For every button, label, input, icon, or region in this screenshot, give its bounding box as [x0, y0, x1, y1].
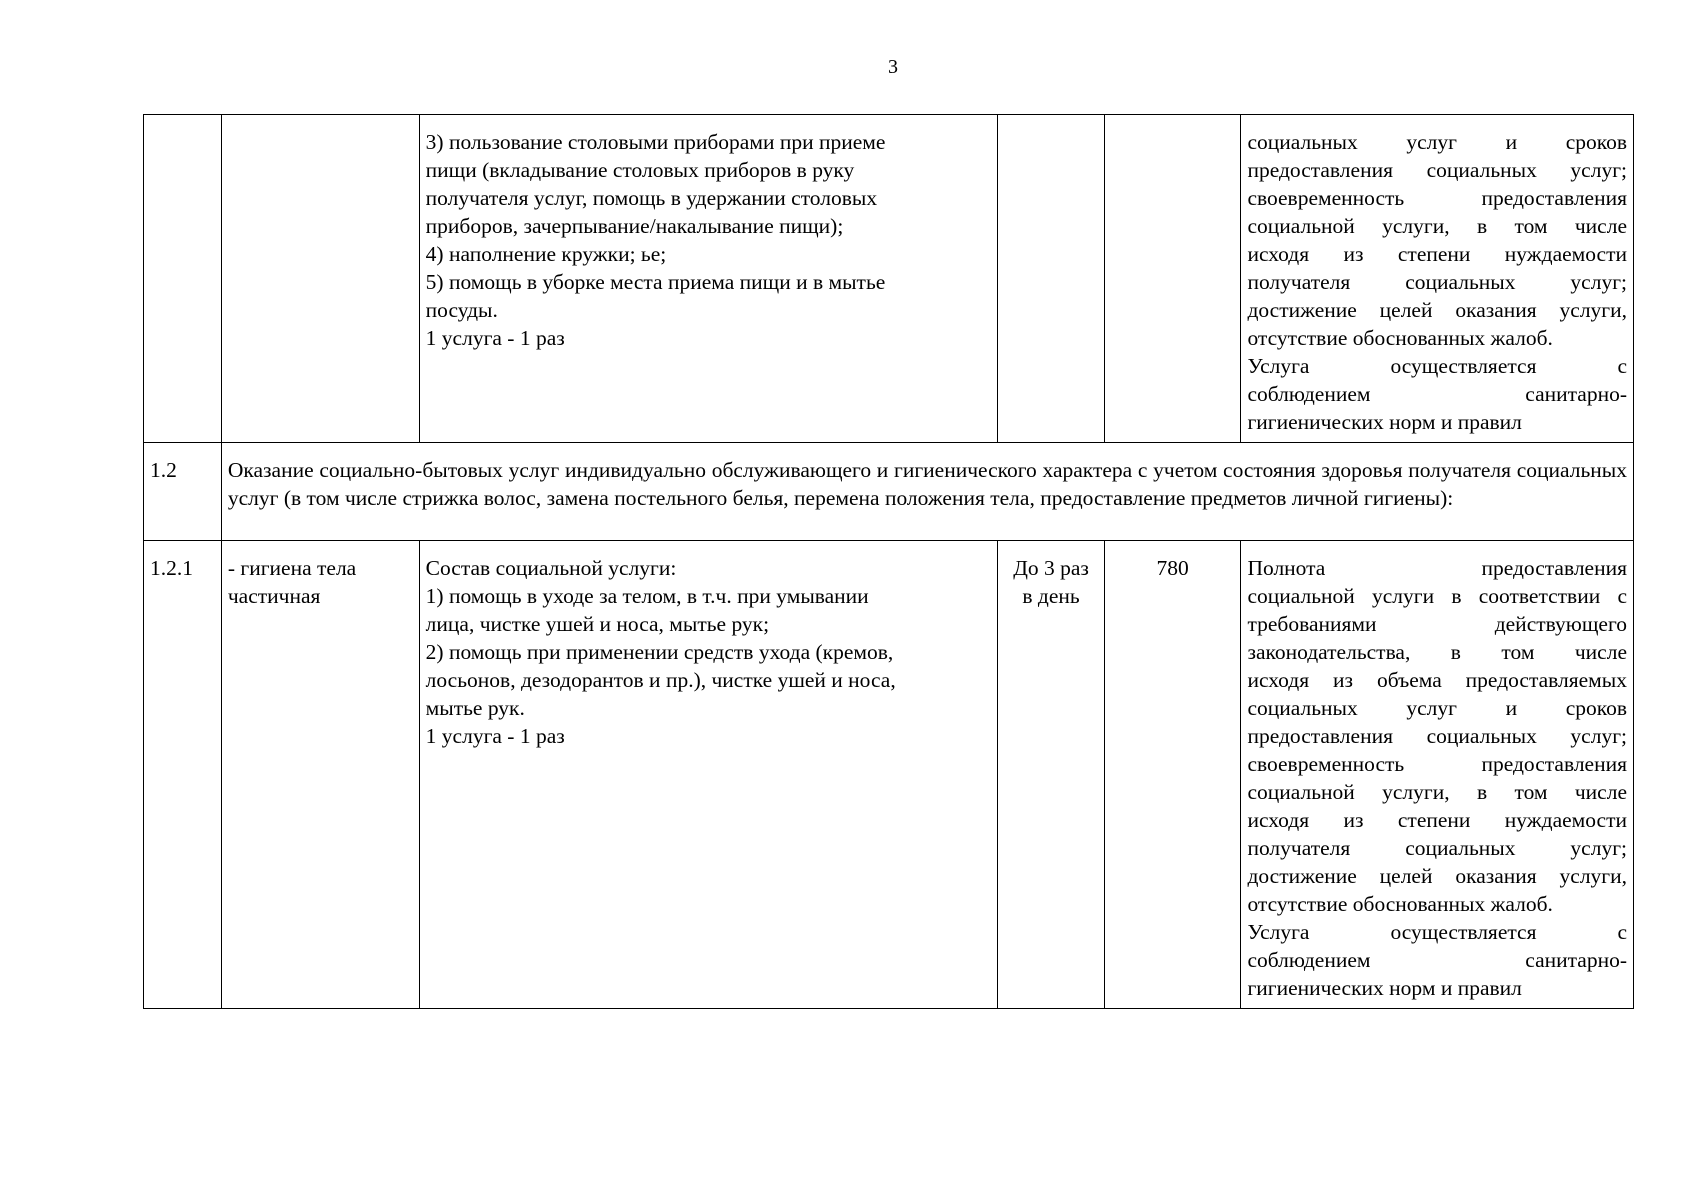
criteria-line: предоставления социальных услуг;: [1247, 724, 1627, 748]
criteria-line: Услуга осуществляется с: [1247, 920, 1627, 944]
criteria-line: социальной услуги, в том числе: [1247, 214, 1627, 238]
description-line: мытье рук.: [425, 696, 525, 720]
services-table: [143, 114, 1634, 1009]
criteria-line: Услуга осуществляется с: [1247, 354, 1627, 378]
description-line: Состав социальной услуги:: [425, 556, 677, 580]
description-line: посуды.: [425, 298, 498, 322]
description-line: 4) наполнение кружки; ье;: [425, 242, 667, 266]
criteria-line: достижение целей оказания услуги,: [1247, 864, 1627, 888]
criteria-line: гигиенических норм и правил: [1247, 410, 1522, 434]
frequency-cell: [998, 541, 1104, 1009]
row-number-cell: 1.2: [144, 443, 222, 541]
frequency-line: в день: [1022, 584, 1080, 608]
description-line: 5) помощь в уборке места приема пищи и в мытье: [425, 270, 886, 294]
criteria-line: исходя из степени нуждаемости: [1247, 242, 1627, 266]
service-name-cell: [221, 541, 419, 1009]
description-line: получателя услуг, помощь в удержании столовых: [425, 186, 878, 210]
criteria-line: социальной услуги в соответствии с: [1247, 584, 1627, 608]
criteria-line: требованиями действующего: [1247, 612, 1627, 636]
criteria-line: получателя социальных услуг;: [1247, 270, 1627, 294]
table-row: [144, 443, 1634, 541]
description-line: 1) помощь в уходе за телом, в т.ч. при умывании: [425, 584, 869, 608]
criteria-line: предоставления социальных услуг;: [1247, 158, 1627, 182]
criteria-line: гигиенических норм и правил: [1247, 976, 1522, 1000]
row-number-cell: [144, 115, 222, 443]
criteria-line: отсутствие обоснованных жалоб.: [1247, 892, 1553, 916]
description-line: пищи (вкладывание столовых приборов в руку: [425, 158, 855, 182]
description-line: 1 услуга - 1 раз: [425, 724, 565, 748]
name-line: - гигиена тела: [227, 556, 357, 580]
description-line: 1 услуга - 1 раз: [425, 326, 565, 350]
quality-criteria-cell: [1241, 115, 1634, 443]
table-row: [144, 115, 1634, 443]
table-row: [144, 541, 1634, 1009]
description-line: приборов, зачерпывание/накалывание пищи);: [425, 214, 844, 238]
criteria-line: социальных услуг и сроков: [1247, 696, 1627, 720]
criteria-line: своевременность предоставления: [1247, 186, 1627, 210]
price-cell: [1104, 115, 1241, 443]
service-name-cell: [221, 115, 419, 443]
service-description-cell: [419, 115, 998, 443]
criteria-line: своевременность предоставления: [1247, 752, 1627, 776]
name-line: частичная: [227, 584, 321, 608]
criteria-line: исходя из степени нуждаемости: [1247, 808, 1627, 832]
criteria-line: Полнота предоставления: [1247, 556, 1627, 580]
section-heading-cell: Оказание социально-бытовых услуг индивидуально обслуживающего и гигиенического характера с учетом состояния здоровья получателя социальных услуг (в том числе стрижка волос, замена постельного белья, перемена положения тела, предоставление предметов личной гигиены):: [221, 443, 1633, 541]
criteria-line: отсутствие обоснованных жалоб.: [1247, 326, 1553, 350]
criteria-line: социальных услуг и сроков: [1247, 130, 1627, 154]
frequency-line: До 3 раз: [1013, 556, 1089, 580]
criteria-line: законодательства, в том числе: [1247, 640, 1627, 664]
criteria-line: исходя из объема предоставляемых: [1247, 668, 1627, 692]
criteria-line: соблюдением санитарно-: [1247, 382, 1627, 406]
criteria-line: социальной услуги, в том числе: [1247, 780, 1627, 804]
price-cell: 780: [1104, 541, 1241, 1009]
criteria-line: достижение целей оказания услуги,: [1247, 298, 1627, 322]
description-line: 2) помощь при применении средств ухода (кремов,: [425, 640, 894, 664]
description-line: 3) пользование столовыми приборами при приеме: [425, 130, 886, 154]
service-description-cell: [419, 541, 998, 1009]
description-line: лица, чистке ушей и носа, мытье рук;: [425, 612, 770, 636]
criteria-line: получателя социальных услуг;: [1247, 836, 1627, 860]
quality-criteria-cell: [1241, 541, 1634, 1009]
row-number-cell: 1.2.1: [144, 541, 222, 1009]
description-line: лосьонов, дезодорантов и пр.), чистке ушей и носа,: [425, 668, 896, 692]
page-number: 3: [888, 56, 898, 78]
frequency-cell: [998, 115, 1104, 443]
criteria-line: соблюдением санитарно-: [1247, 948, 1627, 972]
